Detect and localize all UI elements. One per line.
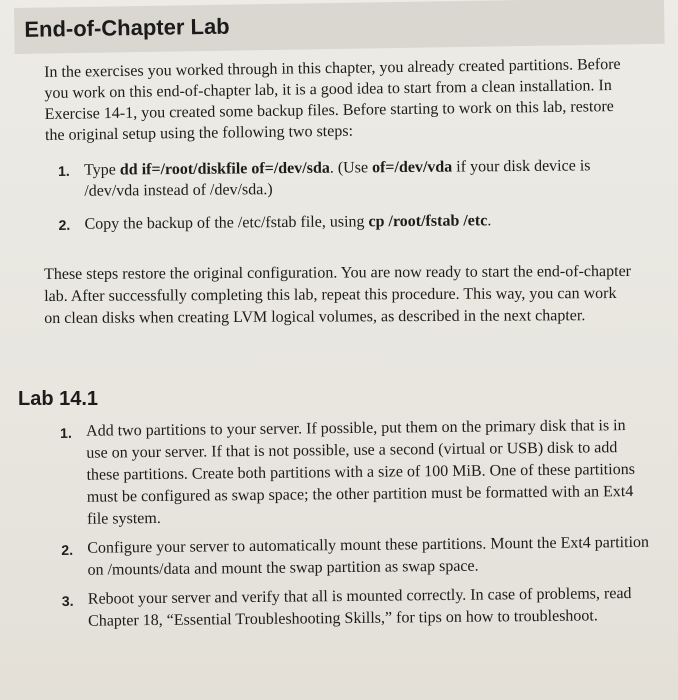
step-text: . (Use xyxy=(329,159,373,177)
restore-step xyxy=(58,155,648,202)
command-text: dd if=/root/diskfile of=/dev/sda xyxy=(119,159,330,179)
command-text: cp /root/fstab /etc xyxy=(368,212,488,231)
step-text: Type xyxy=(84,161,120,179)
lab-task xyxy=(60,415,651,531)
task-number: 3. xyxy=(61,592,74,609)
task-number: 2. xyxy=(61,541,74,558)
task-number: 1. xyxy=(60,424,72,441)
task-text: Reboot your server and verify that all is mounted correctly. In case of problems, read Chapter 18, “Essential Troubleshooting Skills,” for tips on how to troubleshoot. xyxy=(87,585,632,630)
lab-tasks-list xyxy=(60,415,652,640)
task-text: Add two partitions to your server. If possible, put them on the primary disk that is in use on your server. If that is not possible, use a second (virtual or USB) disk to add these partitions. Create both partitions with a size of 100 MiB. One of these partitions must be configured as swap space; the other partition must be formatted with an Ext4 file system. xyxy=(86,417,635,528)
chapter-lab-banner xyxy=(14,0,665,54)
step-number: 1. xyxy=(58,162,70,179)
restore-step xyxy=(58,209,648,235)
lab-heading: Lab 14.1 xyxy=(18,388,99,410)
command-text: of=/dev/vda xyxy=(371,158,453,177)
lab-task xyxy=(61,532,651,582)
step-text: if your disk device is /dev/vda instead of /dev/sda.) xyxy=(84,157,591,200)
after-steps-paragraph: These steps restore the original configuration. You are now ready to start the end-of-chapter lab. After successfully completing this lab, repeat this procedure. This way, you can work on clean disks when creating LVM logical volumes, as described in the next chapter. xyxy=(44,262,632,327)
restore-steps-list xyxy=(58,155,649,247)
step-text: . xyxy=(487,212,492,230)
task-text: Configure your server to automatically mount these partitions. Mount the Ext4 partition on /mounts/data and mount the swap partition as swap space. xyxy=(87,533,650,579)
step-text: Copy the backup of the /etc/fstab file, using xyxy=(84,213,369,233)
page-title: End-of-Chapter Lab xyxy=(24,13,230,42)
intro-paragraph: In the exercises you worked through in this chapter, you already created partitions. Before you work on this end-of-chapter lab, it is a good idea to start from a clean installation. In Exercise 14-1, you created some backup files. Before starting to work on this lab, restore the original setup using the following two steps: xyxy=(44,55,621,144)
lab-task xyxy=(62,583,652,633)
step-number: 2. xyxy=(58,216,71,233)
